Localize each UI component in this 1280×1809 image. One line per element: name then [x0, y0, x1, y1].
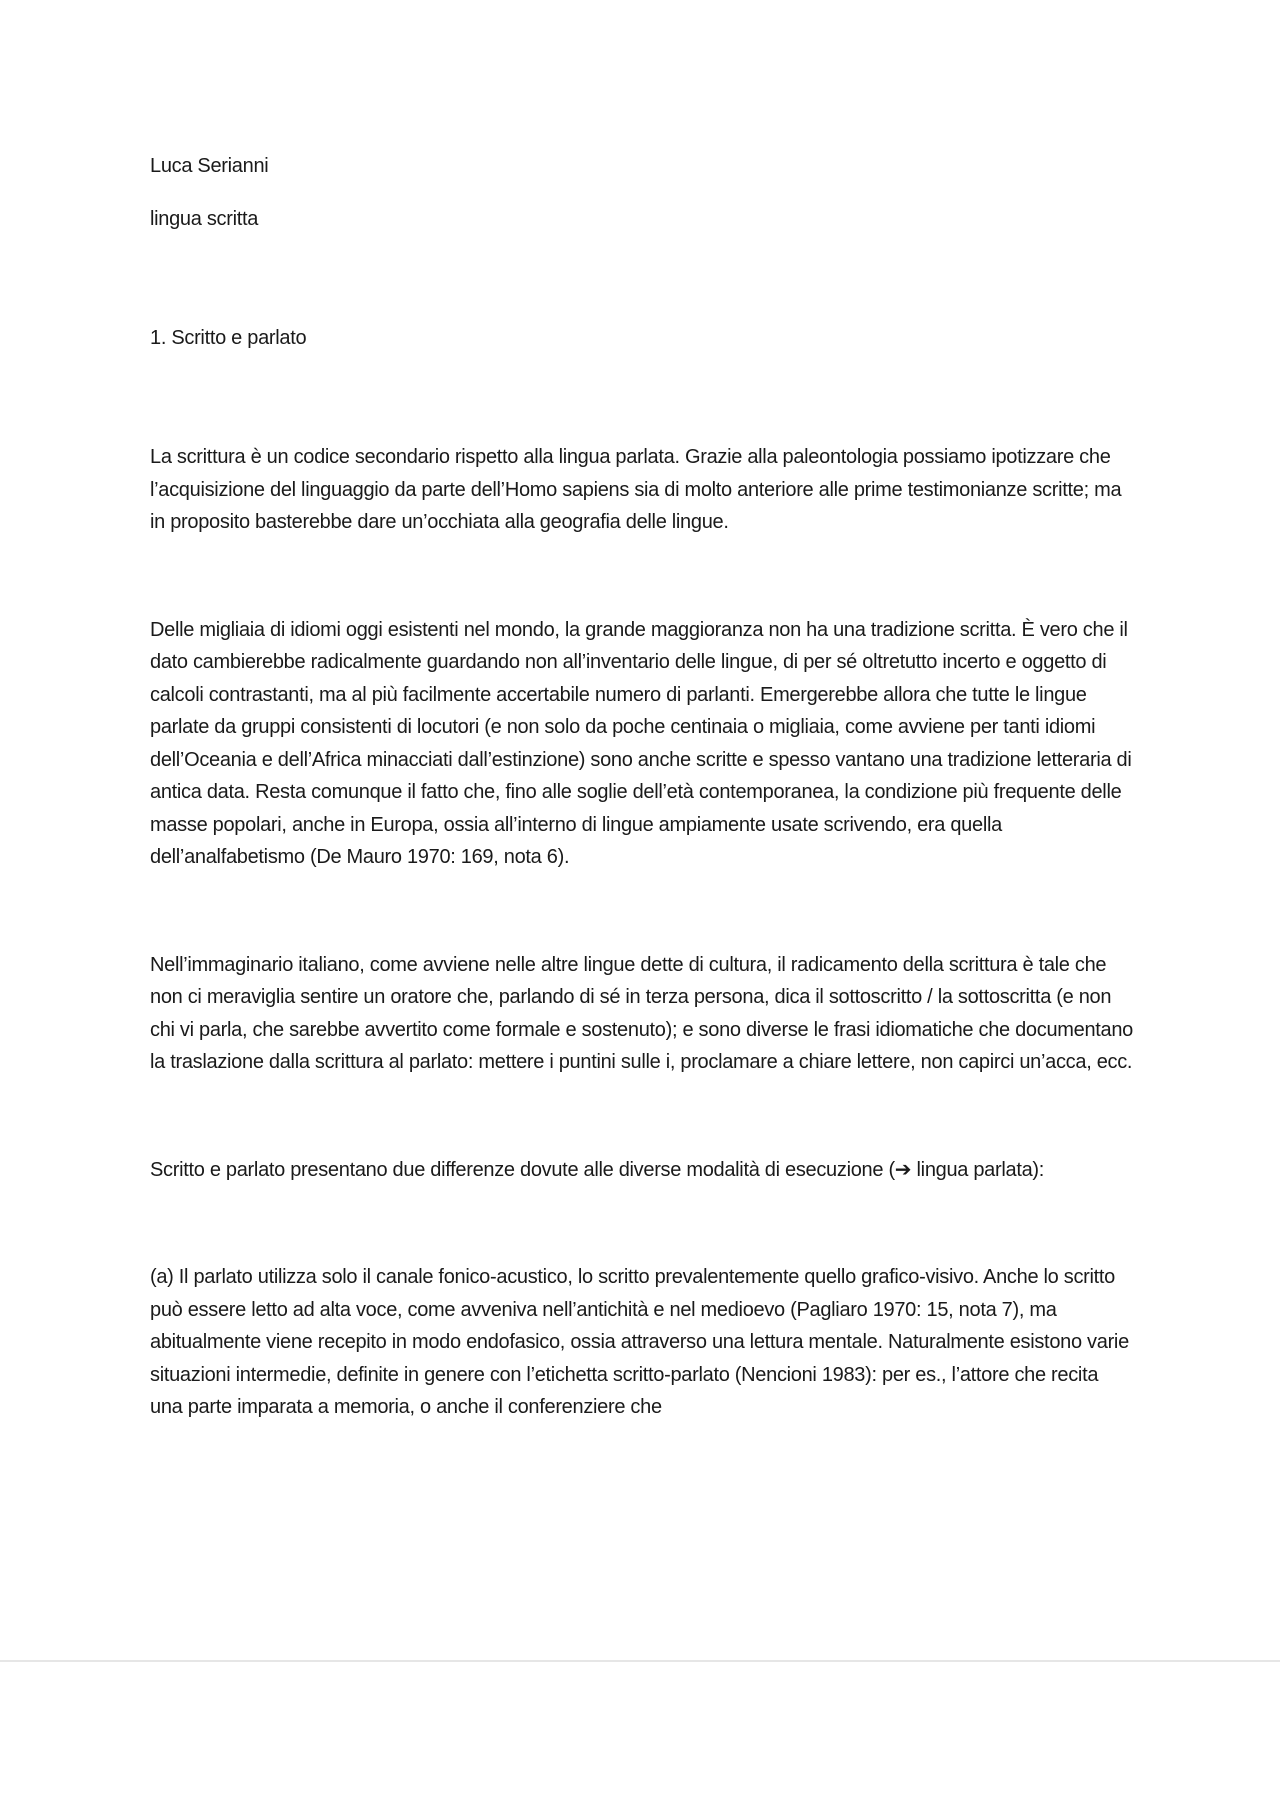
paragraph-2: Delle migliaia di idiomi oggi esistenti nel mondo, la grande maggioranza non ha una tradizione scritta. È vero che il dato cambierebbe radicalmente guardando non all’inventario delle lingue, di per sé oltretutto incerto e oggetto di calcoli contrastanti, ma al più facilmente accertabile numero di parlanti. Emergerebbe allora che tutte le lingue parlate da gruppi consistenti di locutori (e non solo da poche centinaia o migliaia, come avviene per tanti idiomi dell’Oceania e dell’Africa minacciati dall’estinzione) sono anche scritte e spesso vantano una tradizione letteraria di antica data. Resta comunque il fatto che, fino alle soglie dell’età contemporanea, la condizione più frequente delle masse popolari, anche in Europa, ossia all’interno di lingue ampiamente usate scrivendo, era quella dell’analfabetismo (De Mauro 1970: 169, nota 6). — [150, 618, 1132, 868]
paragraph-4: Scritto e parlato presentano due differenze dovute alle diverse modalità di esecuzione (➔ lingua parlata): — [150, 1158, 1045, 1181]
document-subject: lingua scritta — [150, 208, 259, 230]
paragraph-1: La scrittura è un codice secondario rispetto alla lingua parlata. Grazie alla paleontologia possiamo ipotizzare che l’acquisizione del linguaggio da parte dell’Homo sapiens sia di molto anteriore alle prime testimonianze scritte; ma in proposito basterebbe dare un’occhiata alla geografia delle lingue. — [150, 446, 1122, 533]
section-title: 1. Scritto e parlato — [150, 327, 307, 349]
document-content — [150, 150, 1135, 1499]
document-author: Luca Serianni — [150, 155, 269, 177]
page-gap — [0, 1662, 1280, 1809]
paragraph-5: (a) Il parlato utilizza solo il canale fonico-acustico, lo scritto prevalentemente quello grafico-visivo. Anche lo scritto può essere letto ad alta voce, come avveniva nell’antichità e nel medioevo (Pagliaro 1970: 15, nota 7), ma abitualmente viene recepito in modo endofasico, ossia attraverso una lettura mentale. Naturalmente esistono varie situazioni intermedie, definite in genere con l’etichetta scritto-parlato (Nencioni 1983): per es., l’attore che recita una parte imparata a memoria, o anche il conferenziere che — [150, 1266, 1129, 1418]
paragraph-3: Nell’immaginario italiano, come avviene nelle altre lingue dette di cultura, il radicamento della scrittura è tale che non ci meraviglia sentire un oratore che, parlando di sé in terza persona, dica il sottoscritto / la sottoscritta (e non chi vi parla, che sarebbe avvertito come formale e sostenuto); e sono diverse le frasi idiomatiche che documentano la traslazione dalla scrittura al parlato: mettere i puntini sulle i, proclamare a chiare lettere, non capirci un’acca, ecc. — [150, 953, 1133, 1073]
